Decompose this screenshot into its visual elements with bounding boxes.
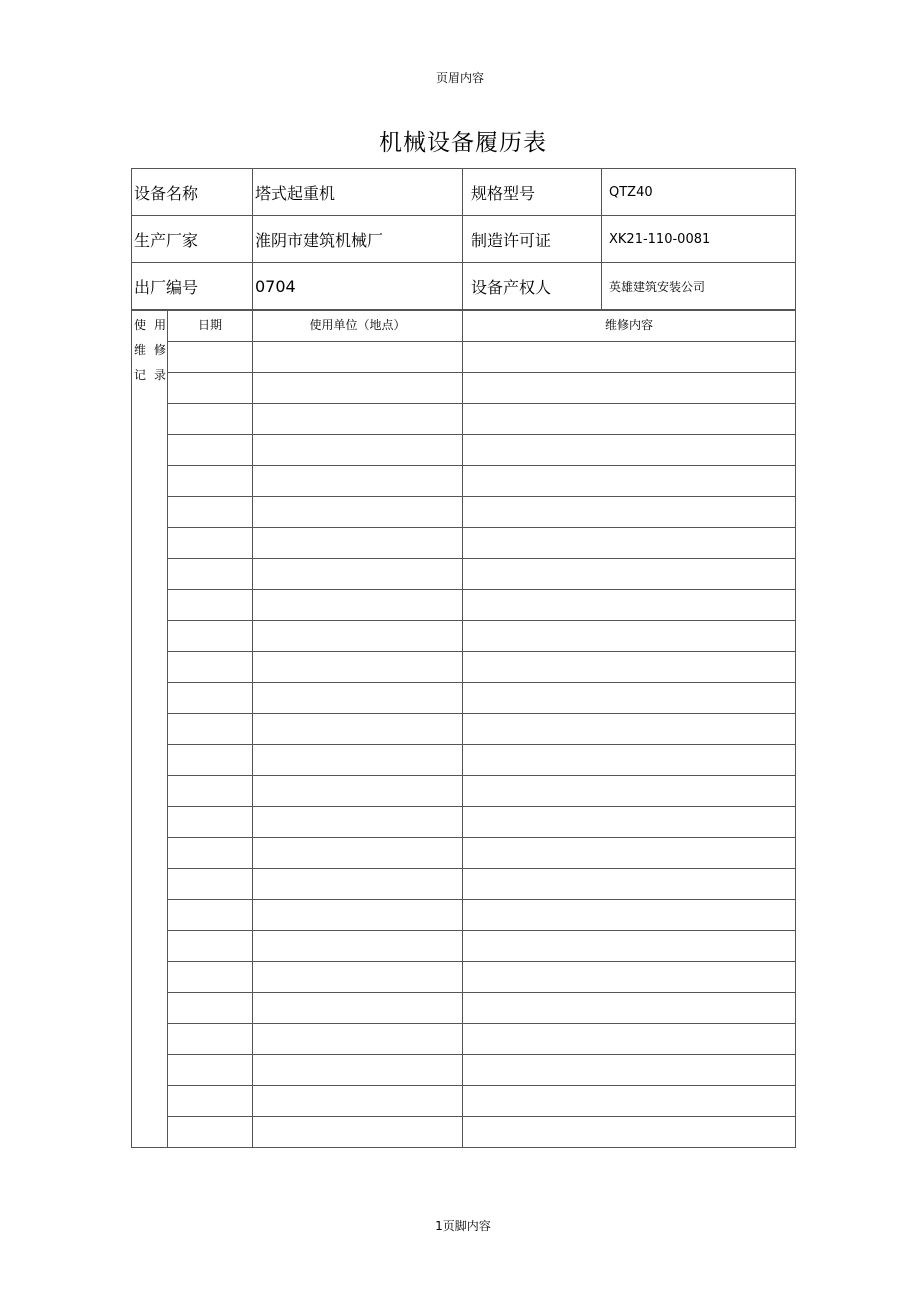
record-cell-unit[interactable] bbox=[253, 466, 463, 497]
label-license: 制造许可证 bbox=[463, 216, 602, 263]
record-cell-date[interactable] bbox=[168, 683, 253, 714]
record-cell-content[interactable] bbox=[463, 900, 796, 931]
record-cell-content[interactable] bbox=[463, 776, 796, 807]
label-model: 规格型号 bbox=[463, 169, 602, 216]
record-cell-content[interactable] bbox=[463, 931, 796, 962]
record-cell-content[interactable] bbox=[463, 497, 796, 528]
record-cell-content[interactable] bbox=[463, 652, 796, 683]
record-cell-content[interactable] bbox=[463, 466, 796, 497]
record-cell-content[interactable] bbox=[463, 838, 796, 869]
record-cell-content[interactable] bbox=[463, 1117, 796, 1148]
record-row bbox=[132, 652, 796, 683]
record-cell-date[interactable] bbox=[168, 838, 253, 869]
record-row bbox=[132, 1024, 796, 1055]
side-label-char: 录 bbox=[154, 368, 167, 382]
record-cell-content[interactable] bbox=[463, 590, 796, 621]
record-cell-date[interactable] bbox=[168, 528, 253, 559]
info-row-name bbox=[132, 169, 796, 216]
record-cell-date[interactable] bbox=[168, 435, 253, 466]
record-cell-unit[interactable] bbox=[253, 807, 463, 838]
record-row bbox=[132, 404, 796, 435]
column-header-date: 日期 bbox=[168, 311, 253, 342]
record-cell-content[interactable] bbox=[463, 993, 796, 1024]
record-cell-date[interactable] bbox=[168, 466, 253, 497]
record-row bbox=[132, 528, 796, 559]
record-cell-unit[interactable] bbox=[253, 1086, 463, 1117]
record-cell-unit[interactable] bbox=[253, 435, 463, 466]
page-header: 页眉内容 bbox=[435, 71, 484, 85]
value-license: XK21-110-0081 bbox=[602, 216, 796, 263]
record-cell-date[interactable] bbox=[168, 590, 253, 621]
record-cell-date[interactable] bbox=[168, 931, 253, 962]
info-row-serial bbox=[132, 263, 796, 310]
record-row bbox=[132, 466, 796, 497]
record-cell-date[interactable] bbox=[168, 342, 253, 373]
record-cell-date[interactable] bbox=[168, 993, 253, 1024]
record-cell-unit[interactable] bbox=[253, 404, 463, 435]
column-header-unit: 使用单位（地点） bbox=[253, 311, 463, 342]
value-serial-number: 0704 bbox=[253, 263, 463, 310]
record-row bbox=[132, 590, 796, 621]
record-row bbox=[132, 838, 796, 869]
record-cell-date[interactable] bbox=[168, 559, 253, 590]
record-cell-unit[interactable] bbox=[253, 745, 463, 776]
record-cell-unit[interactable] bbox=[253, 342, 463, 373]
label-owner: 设备产权人 bbox=[463, 263, 602, 310]
record-cell-content[interactable] bbox=[463, 1086, 796, 1117]
record-cell-unit[interactable] bbox=[253, 621, 463, 652]
record-cell-content[interactable] bbox=[463, 869, 796, 900]
record-row bbox=[132, 776, 796, 807]
side-label-char: 维 bbox=[134, 343, 147, 357]
record-cell-unit[interactable] bbox=[253, 900, 463, 931]
record-row bbox=[132, 869, 796, 900]
record-row bbox=[132, 1055, 796, 1086]
record-cell-unit[interactable] bbox=[253, 931, 463, 962]
value-equipment-name: 塔式起重机 bbox=[253, 169, 463, 216]
record-cell-date[interactable] bbox=[168, 652, 253, 683]
record-cell-content[interactable] bbox=[463, 435, 796, 466]
record-cell-unit[interactable] bbox=[253, 869, 463, 900]
record-cell-date[interactable] bbox=[168, 807, 253, 838]
record-cell-unit[interactable] bbox=[253, 528, 463, 559]
side-label-char: 修 bbox=[154, 343, 167, 357]
record-row bbox=[132, 373, 796, 404]
record-cell-date[interactable] bbox=[168, 962, 253, 993]
record-cell-date[interactable] bbox=[168, 621, 253, 652]
record-row bbox=[132, 1117, 796, 1148]
record-cell-unit[interactable] bbox=[253, 776, 463, 807]
record-cell-content[interactable] bbox=[463, 404, 796, 435]
record-cell-content[interactable] bbox=[463, 528, 796, 559]
document-title: 机械设备履历表 bbox=[379, 130, 547, 156]
record-cell-unit[interactable] bbox=[253, 590, 463, 621]
record-cell-date[interactable] bbox=[168, 1086, 253, 1117]
record-cell-content[interactable] bbox=[463, 683, 796, 714]
records-header-row bbox=[132, 311, 796, 342]
record-cell-content[interactable] bbox=[463, 373, 796, 404]
record-cell-content[interactable] bbox=[463, 621, 796, 652]
record-cell-date[interactable] bbox=[168, 776, 253, 807]
record-row bbox=[132, 342, 796, 373]
record-cell-content[interactable] bbox=[463, 745, 796, 776]
record-cell-unit[interactable] bbox=[253, 838, 463, 869]
value-manufacturer: 淮阴市建筑机械厂 bbox=[253, 216, 463, 263]
record-cell-content[interactable] bbox=[463, 962, 796, 993]
record-cell-unit[interactable] bbox=[253, 652, 463, 683]
record-row bbox=[132, 621, 796, 652]
record-row bbox=[132, 683, 796, 714]
records-side-label bbox=[132, 311, 168, 1148]
record-row bbox=[132, 962, 796, 993]
record-cell-unit[interactable] bbox=[253, 373, 463, 404]
label-manufacturer: 生产厂家 bbox=[132, 216, 253, 263]
record-cell-content[interactable] bbox=[463, 559, 796, 590]
record-cell-date[interactable] bbox=[168, 497, 253, 528]
value-model: QTZ40 bbox=[602, 169, 796, 216]
record-cell-unit[interactable] bbox=[253, 1055, 463, 1086]
side-label-char: 使 bbox=[134, 318, 147, 332]
record-cell-date[interactable] bbox=[168, 869, 253, 900]
record-cell-content[interactable] bbox=[463, 1055, 796, 1086]
label-equipment-name: 设备名称 bbox=[132, 169, 253, 216]
record-cell-unit[interactable] bbox=[253, 993, 463, 1024]
record-cell-date[interactable] bbox=[168, 1055, 253, 1086]
record-cell-date[interactable] bbox=[168, 1024, 253, 1055]
value-owner: 英雄建筑安装公司 bbox=[602, 263, 796, 310]
record-cell-content[interactable] bbox=[463, 807, 796, 838]
record-cell-content[interactable] bbox=[463, 1024, 796, 1055]
record-row bbox=[132, 807, 796, 838]
record-row bbox=[132, 497, 796, 528]
record-cell-unit[interactable] bbox=[253, 497, 463, 528]
side-label-char: 用 bbox=[154, 318, 167, 332]
record-cell-unit[interactable] bbox=[253, 714, 463, 745]
info-row-manufacturer bbox=[132, 216, 796, 263]
record-row bbox=[132, 931, 796, 962]
record-cell-date[interactable] bbox=[168, 900, 253, 931]
record-row bbox=[132, 559, 796, 590]
record-cell-unit[interactable] bbox=[253, 683, 463, 714]
record-row bbox=[132, 745, 796, 776]
maintenance-records-table bbox=[131, 310, 796, 1148]
record-cell-date[interactable] bbox=[168, 714, 253, 745]
page-footer: 1页脚内容 bbox=[435, 1219, 491, 1233]
equipment-info-table bbox=[131, 168, 796, 310]
record-cell-date[interactable] bbox=[168, 1117, 253, 1148]
record-cell-unit[interactable] bbox=[253, 1117, 463, 1148]
record-row bbox=[132, 900, 796, 931]
record-cell-content[interactable] bbox=[463, 714, 796, 745]
record-cell-date[interactable] bbox=[168, 373, 253, 404]
record-cell-unit[interactable] bbox=[253, 1024, 463, 1055]
record-row bbox=[132, 435, 796, 466]
record-row bbox=[132, 993, 796, 1024]
record-cell-content[interactable] bbox=[463, 342, 796, 373]
record-cell-unit[interactable] bbox=[253, 559, 463, 590]
record-row bbox=[132, 714, 796, 745]
record-cell-unit[interactable] bbox=[253, 962, 463, 993]
record-cell-date[interactable] bbox=[168, 745, 253, 776]
label-serial-number: 出厂编号 bbox=[132, 263, 253, 310]
side-label-char: 记 bbox=[134, 368, 147, 382]
record-cell-date[interactable] bbox=[168, 404, 253, 435]
column-header-content: 维修内容 bbox=[463, 311, 796, 342]
record-row bbox=[132, 1086, 796, 1117]
